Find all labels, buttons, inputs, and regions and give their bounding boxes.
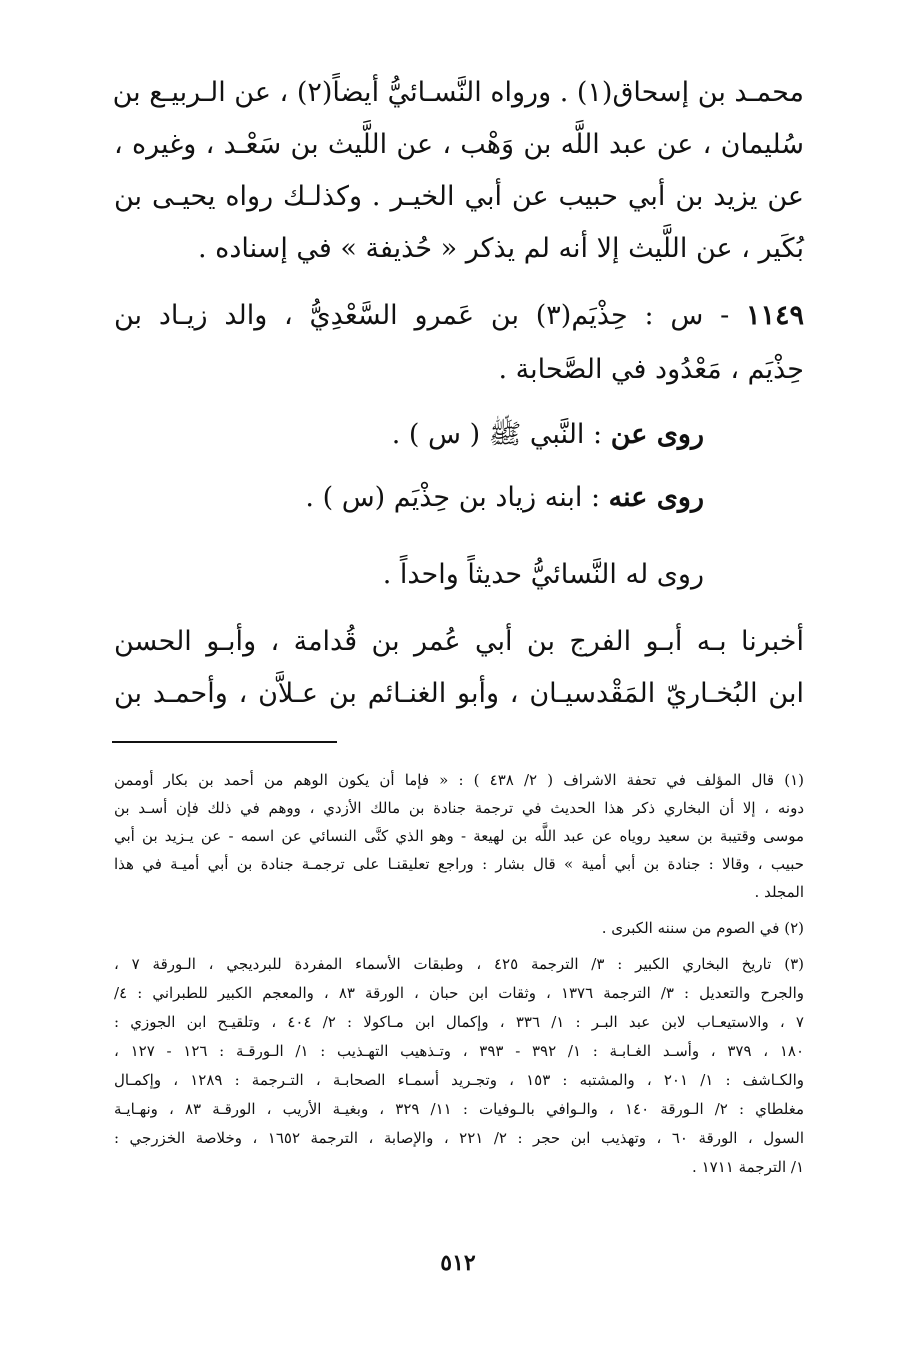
footnote-line: دونه ، إلا أن البخاري ذكر هذا الحديث في ترجمة جنادة بن مالك الأزدي ، ووهم في ذلك فإن أسـد بن — [114, 799, 804, 817]
entry-number: ١١٤٩ — [745, 300, 804, 331]
footnote-line: ١/ الترجمة ١٧١١ . — [692, 1158, 804, 1176]
footnote-line: والجرح والتعديل : ٣/ الترجمة ١٣٧٦ ، وثقات ابن حبان ، الورقة ٨٣ ، والمعجم الكبير للطبراني : ٤/ — [114, 984, 805, 1002]
narrated-for-line: روى له النَّسائيُّ حديثاً واحداً . — [382, 559, 704, 590]
footnote-line: حبيب ، وقالا : جنادة بن أبي أمية » قال بشار : وراجع تعليقنـا على ترجمـة جنادة بن أبي أميـة في هذا — [114, 855, 804, 873]
footnote-separator — [112, 741, 337, 743]
narrated-by-label: روى عنه — [608, 482, 704, 513]
footnote-line: ٧ ، والاستيعـاب لابن عبد البـر : ١/ ٣٣٦ ، وإكمال ابن مـاكولا : ٢/ ٤٠٤ ، وتلقيـح ابن الجوزي : — [114, 1013, 804, 1031]
text-line: محمـد بن إسحاق(١) . ورواه النَّسـائيُّ أيضاً(٢) ، عن الـربيـع بن — [112, 77, 804, 108]
entry-line: حِذْيَم ، مَعْدُود في الصَّحابة . — [498, 354, 804, 385]
narrated-from-text: : النَّبي ﷺ ( س ) . — [391, 419, 603, 450]
text-line: عن يزيد بن أبي حبيب عن أبي الخيـر . وكذلـك رواه يحيـى بن — [114, 181, 804, 212]
entry-heading — [114, 296, 804, 336]
footnote-line: (٣) تاريخ البخاري الكبير : ٣/ الترجمة ٤٢٥ ، وطبقات الأسماء المفردة للبرديجي ، الـورقة ٧ ، — [114, 955, 804, 973]
footnote-line: موسى وقتيبة بن سعيد روياه عن عبد اللَّه بن لهيعة - وهو الذي كنَّى النسائي عن اسمه - عن يـزيد بن أبي — [114, 827, 804, 845]
footnote-line: والكـاشف : ١/ ٢٠١ ، والمشتبه : ١٥٣ ، وتجـريد أسمـاء الصحابـة ، التـرجمة : ١٢٨٩ ، وإكمـال — [114, 1071, 804, 1089]
text-line: سُليمان ، عن عبد اللَّه بن وَهْب ، عن اللَّيث بن سَعْـد ، وغيره ، — [114, 129, 804, 160]
text-line: بُكَير ، عن اللَّيث إلا أنه لم يذكر « حُذيفة » في إسناده . — [198, 233, 804, 264]
narrated-from-label: روى عن — [610, 419, 704, 450]
text-line: ابن البُخـاريّ المَقْدسيـان ، وأبو الغنـائم بن عـلاَّن ، وأحمـد بن — [114, 678, 804, 709]
footnote-line: ١٨٠ ، ٣٧٩ ، وأسـد الغـابـة : ١/ ٣٩٢ - ٣٩٣ ، وتـذهيب التهـذيب : ١/ الـورقـة : ١٢٦ - ١٢٧ ، — [114, 1042, 805, 1060]
narrated-by-text: : ابنه زياد بن حِذْيَم (س ) . — [305, 482, 601, 513]
footnote-line: المجلد . — [754, 883, 804, 901]
footnote-line: (٢) في الصوم من سننه الكبرى . — [601, 919, 804, 937]
footnote-line: (١) قال المؤلف في تحفة الاشراف ( ٢/ ٤٣٨ ) : « فإما أن يكون الوهم من أحمد بن بكار أوممن — [114, 771, 804, 789]
page-number: ٥١٢ — [440, 1250, 476, 1276]
text-line: أخبرنا بـه أبـو الفرج بن أبي عُمر بن قُدامة ، وأبـو الحسن — [114, 626, 804, 657]
footnote-line: السول ، الورقة ٦٠ ، وتهذيب ابن حجر : ٢/ ٢٢١ ، والإصابة ، الترجمة ١٦٥٢ ، وخلاصة الخزرجي : — [114, 1129, 805, 1147]
footnote-line: مغلطاي : ٢/ الـورقة ١٤٠ ، والـوافي بالـوفيات : ١١/ ٣٢٩ ، وبغيـة الأريب ، الورقـة ٨٣ ، ونهـايـة — [114, 1100, 804, 1118]
entry-heading-text: - س : حِذْيَم(٣) بن عَمرو السَّعْدِيُّ ، والد زيـاد بن — [114, 300, 730, 331]
narrated-by-line — [305, 478, 704, 518]
narrated-from-line — [392, 415, 704, 455]
